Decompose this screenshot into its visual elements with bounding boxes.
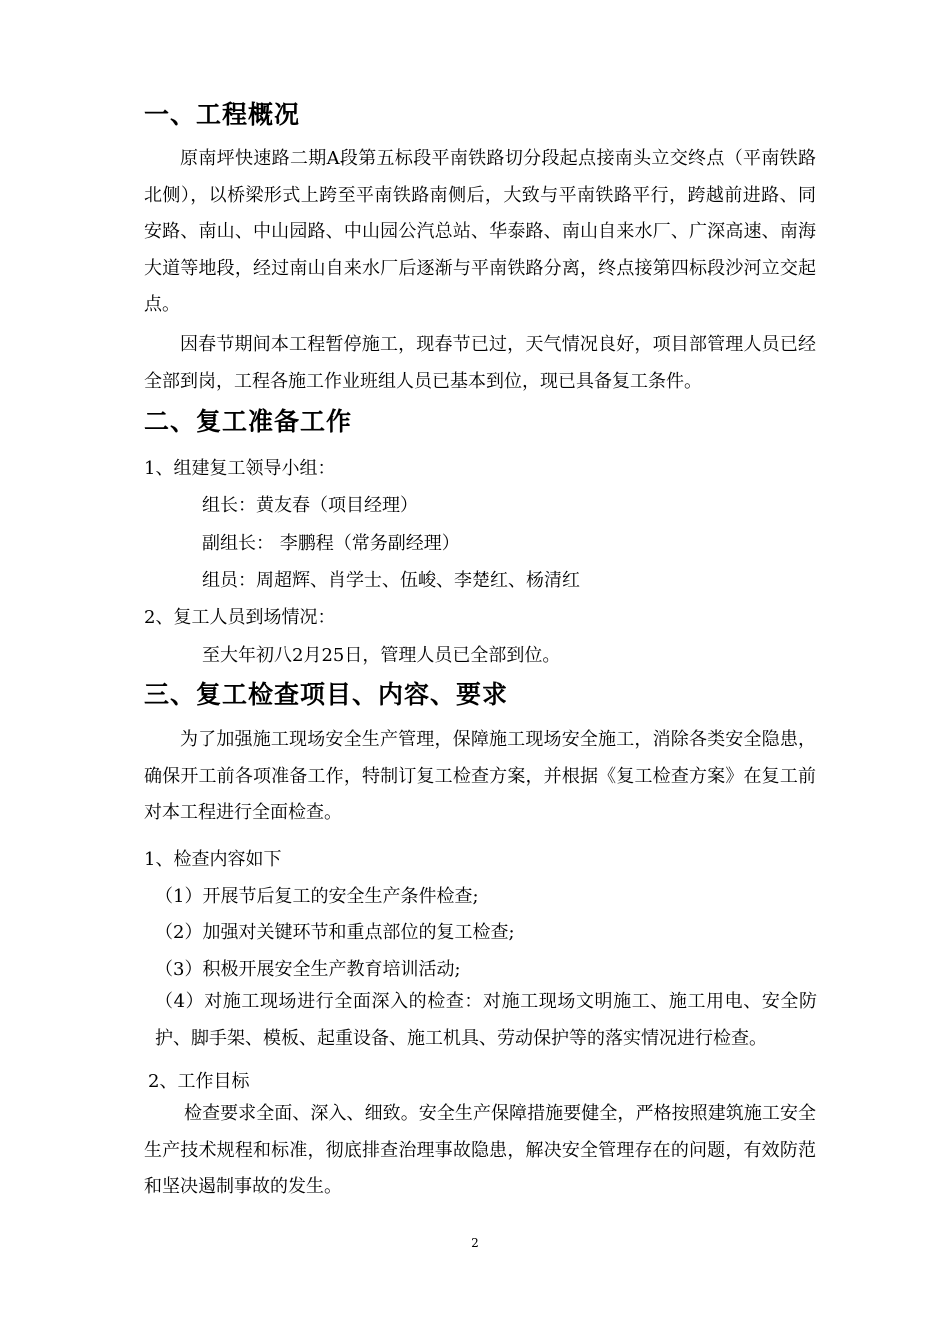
list-item-inspection-content: 1、检查内容如下 — [144, 849, 282, 870]
group-deputy-leader: 副组长： 李鹏程（常务副经理） — [202, 533, 460, 554]
list-item-work-goal: 2、工作目标 — [148, 1071, 250, 1092]
staff-arrival-status: 至大年初八2月25日，管理人员已全部到位。 — [202, 645, 561, 666]
section-heading-inspection: 三、复工检查项目、内容、要求 — [144, 680, 509, 709]
list-item-staff-arrival: 2、复工人员到场情况： — [144, 607, 336, 628]
overview-paragraph-1: 原南坪快速路二期A段第五标段平南铁路切分段起点接南头立交终点（平南铁路北侧），以桥梁形式上跨至平南铁路南侧后，大致与平南铁路平行，跨越前进路、同安路、南山、中山园路、中山园公汽总站、华泰路、南山自来水厂、广深高速、南海大道等地段，经过南山自来水厂后逐渐与平南铁路分离，终点接第四标段沙河立交起点。 — [144, 148, 816, 315]
inspection-content-3: （3）积极开展安全生产教育培训活动; — [155, 959, 461, 980]
inspection-content-2: （2）加强对关键环节和重点部位的复工检查; — [155, 922, 515, 943]
list-item-leadership-group: 1、组建复工领导小组： — [144, 458, 336, 479]
page-number: 2 — [471, 1236, 479, 1250]
overview-paragraph-2: 因春节期间本工程暂停施工，现春节已过，天气情况良好，项目部管理人员已经全部到岗，工程各施工作业班组人员已基本到位，现已具备复工条件。 — [144, 334, 816, 392]
inspection-paragraph-1: 为了加强施工现场安全生产管理，保障施工现场安全施工，消除各类安全隐患，确保开工前各项准备工作，特制订复工检查方案，并根据《复工检查方案》在复工前对本工程进行全面检查。 — [144, 729, 816, 823]
inspection-content-4: （4）对施工现场进行全面深入的检查：对施工现场文明施工、施工用电、安全防护、脚手架、模板、起重设备、施工机具、劳动保护等的落实情况进行检查。 — [155, 991, 817, 1049]
group-members: 组员：周超辉、肖学士、伍峻、李楚红、杨清红 — [202, 570, 580, 591]
section-heading-preparation: 二、复工准备工作 — [144, 407, 353, 436]
section-heading-overview: 一、工程概况 — [144, 100, 301, 129]
inspection-content-1: （1）开展节后复工的安全生产条件检查; — [155, 886, 479, 907]
group-leader: 组长：黄友春（项目经理） — [202, 495, 418, 516]
work-goal-paragraph: 检查要求全面、深入、细致。安全生产保障措施要健全，严格按照建筑施工安全生产技术规程和标准，彻底排查治理事故隐患，解决安全管理存在的问题，有效防范和坚决遏制事故的发生。 — [144, 1103, 816, 1197]
